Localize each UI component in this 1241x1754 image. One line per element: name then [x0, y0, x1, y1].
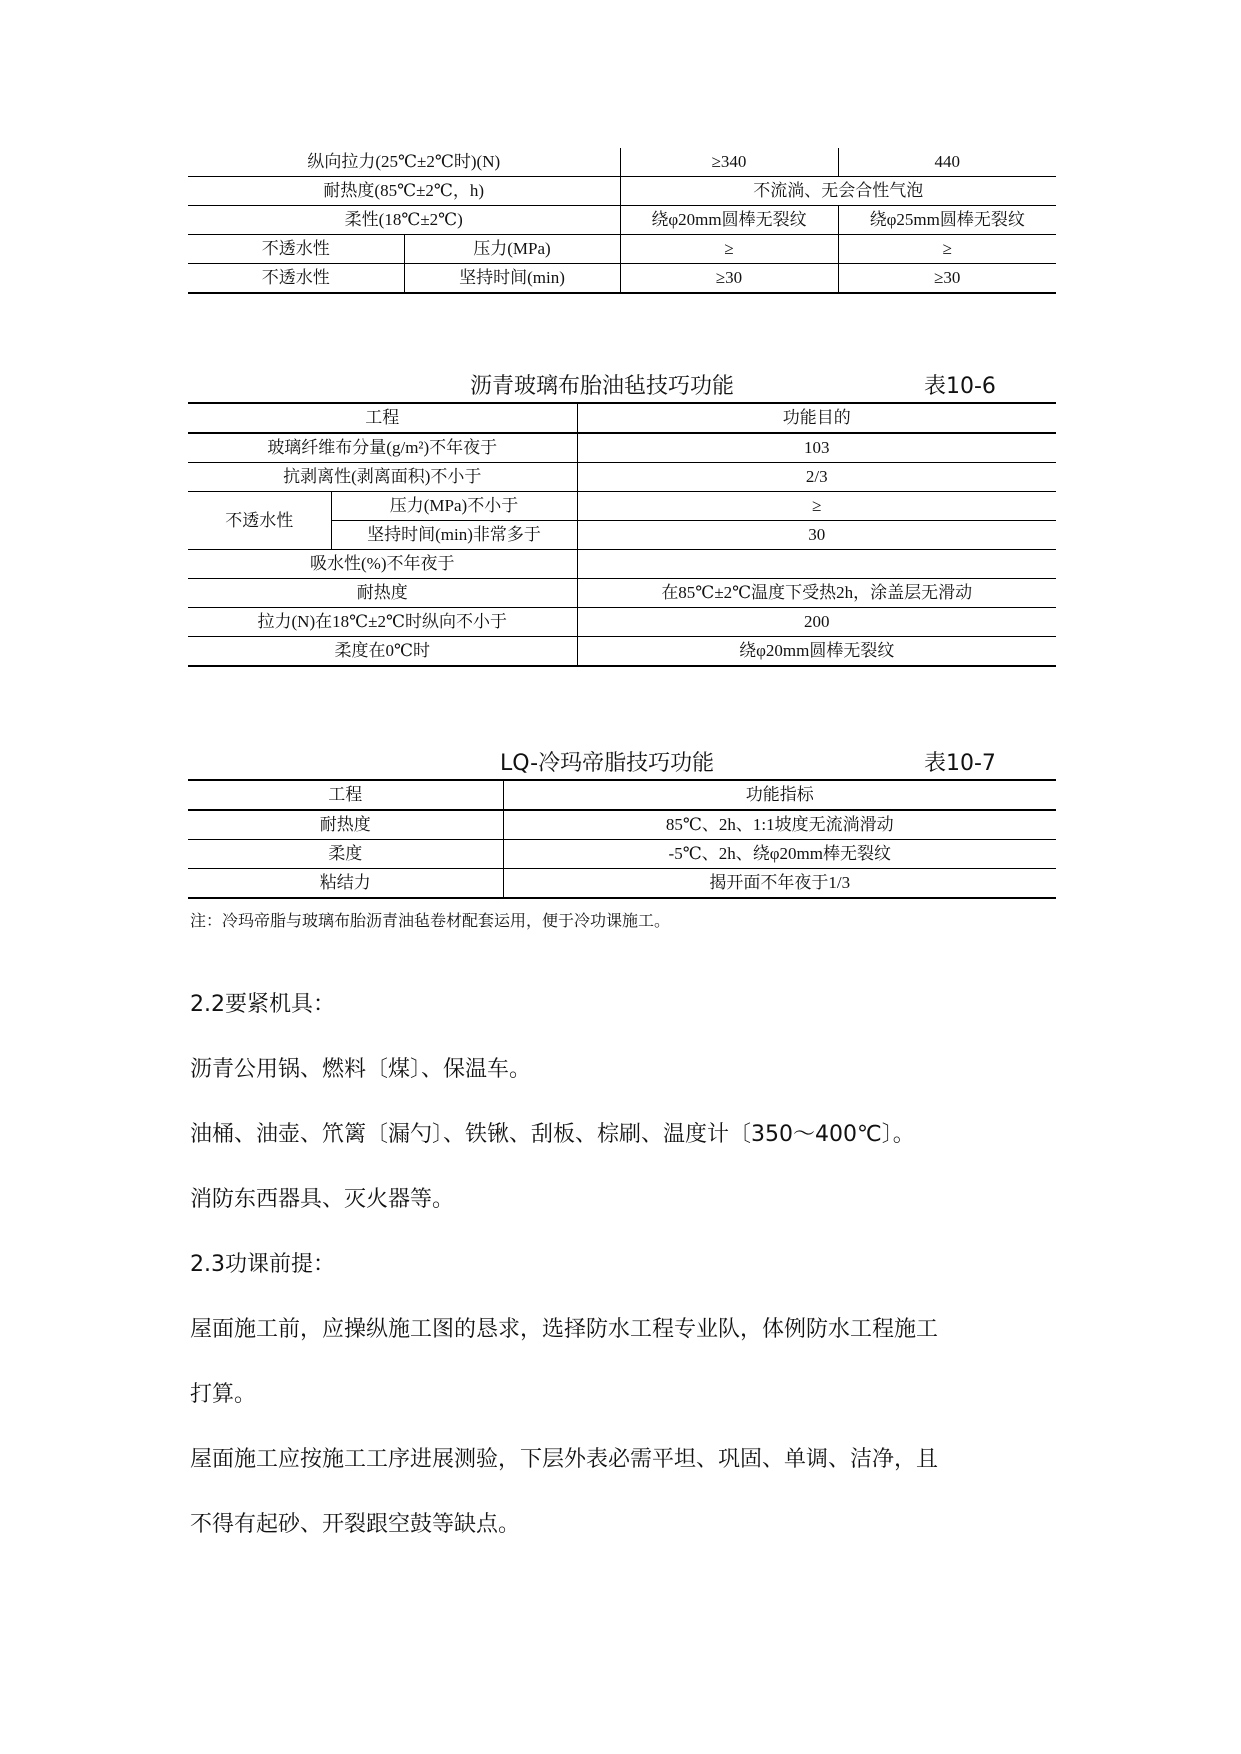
- table-row: [188, 235, 1056, 264]
- table-row: [188, 637, 1056, 667]
- header-col2: 功能目的: [577, 403, 1056, 433]
- cell-value: 85℃、2h、1:1坡度无流淌滑动: [503, 810, 1056, 840]
- cell-label: 柔度在0℃时: [188, 637, 577, 667]
- paragraph-equipment-2: 油桶、油壶、笊篱〔漏勺〕、铁锹、刮板、棕刷、温度计〔350～400℃〕。: [190, 1122, 915, 1147]
- cell-value: 440: [838, 148, 1056, 177]
- cell-label: 粘结力: [188, 869, 503, 899]
- table-10-6-title: 沥青玻璃布胎油毡技巧功能: [470, 374, 735, 399]
- table-row: [188, 579, 1056, 608]
- cell-label: 柔度: [188, 840, 503, 869]
- cell-value: 揭开面不年夜于1/3: [503, 869, 1056, 899]
- paragraph-conditions-1b: 打算。: [190, 1382, 257, 1407]
- cell-value: 200: [577, 608, 1056, 637]
- cell-value: 绕φ20mm圆棒无裂纹: [620, 206, 838, 235]
- table-10-7-note: 注：冷玛帝脂与玻璃布胎沥青油毡卷材配套运用，便于冷功课施工。: [190, 913, 671, 930]
- cell-value: 在85℃±2℃温度下受热2h，涂盖层无滑动: [577, 579, 1056, 608]
- cell-label: 耐热度: [188, 810, 503, 840]
- cell-sub: 坚持时间(min): [404, 264, 620, 294]
- cell-label: 玻璃纤维布分量(g/m²)不年夜于: [188, 433, 577, 463]
- table-row: [188, 840, 1056, 869]
- header-col1: 工程: [188, 403, 577, 433]
- paragraph-conditions-2a: 屋面施工应按施工工序进展测验，下层外表必需平坦、巩固、单调、洁净，且: [190, 1447, 939, 1472]
- table-row: [188, 177, 1056, 206]
- table-row: [188, 463, 1056, 492]
- cell-sub: 坚持时间(min)非常多于: [331, 521, 577, 550]
- cell-value: 2/3: [577, 463, 1056, 492]
- cell-label: 吸水性(%)不年夜于: [188, 550, 577, 579]
- paragraph-equipment-3: 消防东西器具、灭火器等。: [190, 1187, 455, 1212]
- table-row: [188, 433, 1056, 463]
- table-header-row: [188, 780, 1056, 810]
- cell-value: -5℃、2h、绕φ20mm棒无裂纹: [503, 840, 1056, 869]
- table-row: [188, 550, 1056, 579]
- cell-label: 纵向拉力(25℃±2℃时)(N): [188, 148, 620, 177]
- cell-value: [577, 550, 1056, 579]
- table-row: [188, 608, 1056, 637]
- cell-label: 抗剥离性(剥离面积)不小于: [188, 463, 577, 492]
- table-10-6: [188, 402, 1056, 667]
- heading-2-3: 2.3功课前提：: [190, 1252, 335, 1277]
- table-header-row: [188, 403, 1056, 433]
- cell-value: ≥: [620, 235, 838, 264]
- cell-value: 30: [577, 521, 1056, 550]
- paragraph-equipment-1: 沥青公用锅、燃料〔煤〕、保温车。: [190, 1057, 532, 1082]
- cell-value: ≥: [838, 235, 1056, 264]
- paragraph-conditions-1a: 屋面施工前，应操纵施工图的恳求，选择防水工程专业队，体例防水工程施工: [190, 1317, 939, 1342]
- cell-group: 不透水性: [188, 264, 404, 294]
- cell-group: 不透水性: [188, 235, 404, 264]
- table-row: [188, 869, 1056, 899]
- header-col2: 功能指标: [503, 780, 1056, 810]
- cell-sub: 压力(MPa): [404, 235, 620, 264]
- cell-label: 拉力(N)在18℃±2℃时纵向不小于: [188, 608, 577, 637]
- cell-value: ≥30: [620, 264, 838, 294]
- table-10-7-title: LQ-冷玛帝脂技巧功能: [500, 751, 715, 776]
- cell-label: 耐热度: [188, 579, 577, 608]
- table-row: [188, 492, 1056, 521]
- table-row: [188, 810, 1056, 840]
- paragraph-conditions-2b: 不得有起砂、开裂跟空鼓等缺点。: [190, 1512, 521, 1537]
- cell-value: 绕φ25mm圆棒无裂纹: [838, 206, 1056, 235]
- cell-value: ≥: [577, 492, 1056, 521]
- table-10-7: [188, 779, 1056, 899]
- table-10-6-number: 表10-6: [924, 374, 996, 399]
- cell-label: 柔性(18℃±2℃): [188, 206, 620, 235]
- table-top-continuation: [188, 148, 1056, 294]
- cell-label: 耐热度(85℃±2℃，h): [188, 177, 620, 206]
- cell-value: ≥30: [838, 264, 1056, 294]
- cell-sub: 压力(MPa)不小于: [331, 492, 577, 521]
- table-10-7-number: 表10-7: [924, 751, 996, 776]
- cell-value: 103: [577, 433, 1056, 463]
- cell-group: 不透水性: [188, 492, 331, 550]
- cell-value: 绕φ20mm圆棒无裂纹: [577, 637, 1056, 667]
- cell-value: ≥340: [620, 148, 838, 177]
- header-col1: 工程: [188, 780, 503, 810]
- heading-2-2: 2.2要紧机具：: [190, 992, 335, 1017]
- cell-value: 不流淌、无会合性气泡: [620, 177, 1056, 206]
- table-row: [188, 206, 1056, 235]
- table-row: [188, 148, 1056, 177]
- table-row: [188, 264, 1056, 294]
